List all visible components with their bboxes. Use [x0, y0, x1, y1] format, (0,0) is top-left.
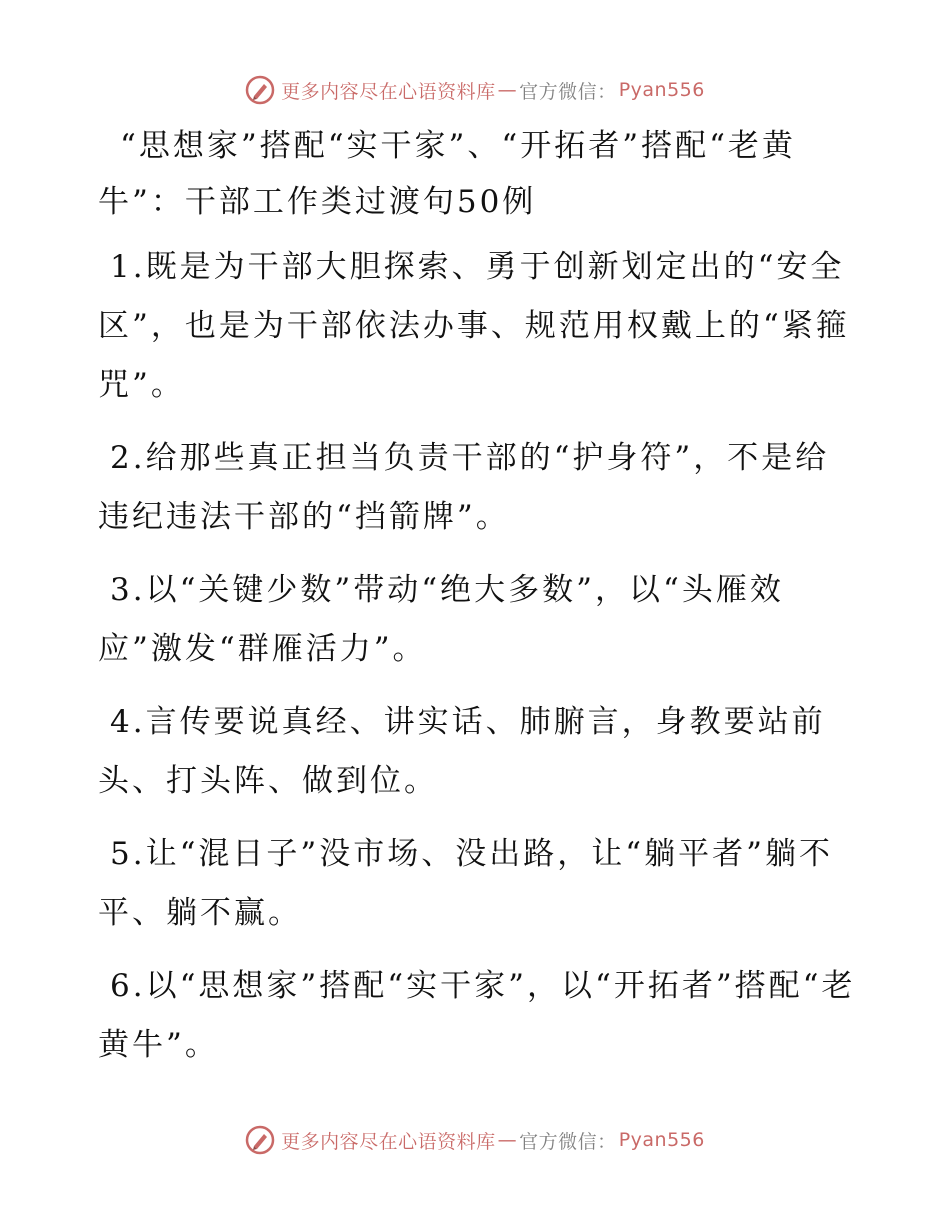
watermark-text: 更多内容尽在心语资料库 — [281, 1130, 496, 1153]
list-item: 3.以“关键少数”带动“绝大多数”，以“头雁效应”激发“群雁活力”。 — [98, 572, 784, 667]
watermark-text: 更多内容尽在心语资料库 — [281, 80, 496, 103]
list-item: 2.给那些真正担当负责干部的“护身符”，不是给违纪违法干部的“挡箭牌”。 — [98, 440, 830, 535]
list-item: 6.以“思想家”搭配“实干家”，以“开拓者”搭配“老黄牛”。 — [98, 968, 856, 1063]
watermark-id: Pyan556 — [618, 79, 705, 101]
pen-logo-icon — [245, 75, 275, 105]
document-body — [98, 118, 858, 1089]
watermark-dash: — — [497, 79, 518, 101]
pen-logo-icon — [245, 1125, 275, 1155]
watermark-brand: 官方微信： — [519, 80, 617, 103]
document-title: “思想家”搭配“实干家”、“开拓者”搭配“老黄牛”：干部工作类过渡句50例 — [98, 128, 796, 220]
watermark-dash: — — [497, 1129, 518, 1151]
list-item: 4.言传要说真经、讲实话、肺腑言，身教要站前头、打头阵、做到位。 — [98, 704, 826, 799]
footer-watermark — [0, 1120, 950, 1160]
list-item: 1.既是为干部大胆探索、勇于创新划定出的“安全区”，也是为干部依法办事、规范用权戴上的“紧箍咒”。 — [98, 249, 850, 403]
watermark-brand: 官方微信： — [519, 1130, 617, 1153]
watermark-id: Pyan556 — [618, 1129, 705, 1151]
list-item: 5.让“混日子”没市场、没出路，让“躺平者”躺不平、躺不赢。 — [98, 836, 833, 931]
header-watermark — [0, 70, 950, 110]
